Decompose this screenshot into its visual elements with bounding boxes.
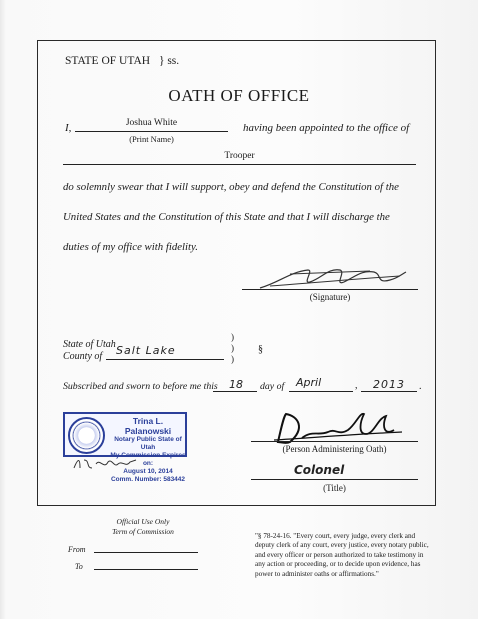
section-symbol: § — [258, 344, 263, 355]
official-use-label: Official Use Only — [116, 517, 170, 526]
stamp-text — [109, 416, 187, 484]
venue-bracket-1: ) — [231, 332, 234, 342]
state-label: STATE OF UTAH — [65, 55, 151, 67]
year-underline — [361, 391, 417, 392]
signature-label: (Signature) — [309, 292, 351, 302]
office-underline — [63, 164, 416, 165]
notary-initials-image — [70, 456, 140, 472]
venue-state-label: State of Utah — [63, 339, 116, 350]
oath-line-3: duties of my office with fidelity. — [63, 241, 198, 253]
month-underline — [289, 391, 353, 392]
notary-stamp — [63, 412, 187, 483]
stamp-line-4: August 10, 2014 — [123, 468, 173, 475]
i-label: I, — [65, 122, 72, 134]
title-underline — [251, 479, 418, 480]
sworn-day: 18 — [229, 378, 243, 391]
page-title: OATH OF OFFICE — [168, 86, 310, 105]
name-underline — [75, 131, 228, 132]
title-value: Colonel — [294, 463, 345, 477]
statute-line-3: and every officer or person authorized to take testimony in — [255, 550, 424, 559]
title-label: (Title) — [323, 483, 346, 493]
statute-line-1: "§ 78-24-16. "Every court, every judge, every clerk and — [255, 532, 416, 540]
office-value: Trooper — [224, 151, 255, 161]
administering-label: (Person Administering Oath) — [282, 444, 387, 454]
oath-line-1: do solemnly swear that I will support, obey and defend the Constitution of the — [63, 181, 399, 193]
venue-bracket-2: ) — [231, 343, 234, 353]
sworn-end: . — [419, 381, 422, 392]
name-value: Joshua White — [125, 118, 178, 128]
venue-county-label: County of — [63, 351, 103, 362]
term-of-commission-label: Term of Commission — [112, 527, 174, 536]
ss-label: } ss. — [158, 55, 180, 67]
county-underline — [106, 359, 224, 360]
to-label: To — [75, 562, 83, 571]
stamp-name: Trina L. Palanowski — [124, 416, 172, 436]
stamp-line-5: Comm. Number: 583442 — [110, 476, 186, 483]
sworn-year: 2013 — [373, 378, 405, 391]
county-value: Salt Lake — [116, 344, 176, 357]
stamp-line-3: My Commission Expires on: — [110, 452, 186, 467]
stamp-line-2: Notary Public State of Utah — [114, 436, 182, 451]
from-underline — [94, 552, 198, 553]
to-underline — [94, 569, 198, 570]
day-of-label: day of — [260, 381, 285, 392]
sworn-month: April — [296, 376, 322, 389]
signature-underline — [242, 289, 418, 290]
statute-text — [255, 532, 429, 579]
print-name-label: (Print Name) — [129, 134, 174, 144]
day-underline — [213, 391, 257, 392]
sworn-prefix: Subscribed and sworn to before me this — [63, 381, 218, 392]
administering-underline — [251, 441, 418, 442]
appointed-text: having been appointed to the office of — [243, 122, 410, 134]
administering-signature-image — [268, 408, 408, 448]
from-label: From — [68, 545, 86, 554]
state-heading — [65, 55, 179, 67]
statute-line-2: deputy clerk of any court, every justice, every notary public, — [255, 541, 429, 550]
statute-line-5: power to administer oaths or affirmations." — [255, 569, 379, 578]
oath-line-2: United States and the Constitution of this State and that I will discharge the — [63, 211, 390, 223]
statute-line-4: any action or proceeding, or to decide upon evidence, has — [255, 560, 421, 569]
year-separator: , — [355, 380, 358, 391]
notary-seal-icon — [68, 417, 105, 454]
venue-bracket-3: ) — [231, 354, 234, 364]
